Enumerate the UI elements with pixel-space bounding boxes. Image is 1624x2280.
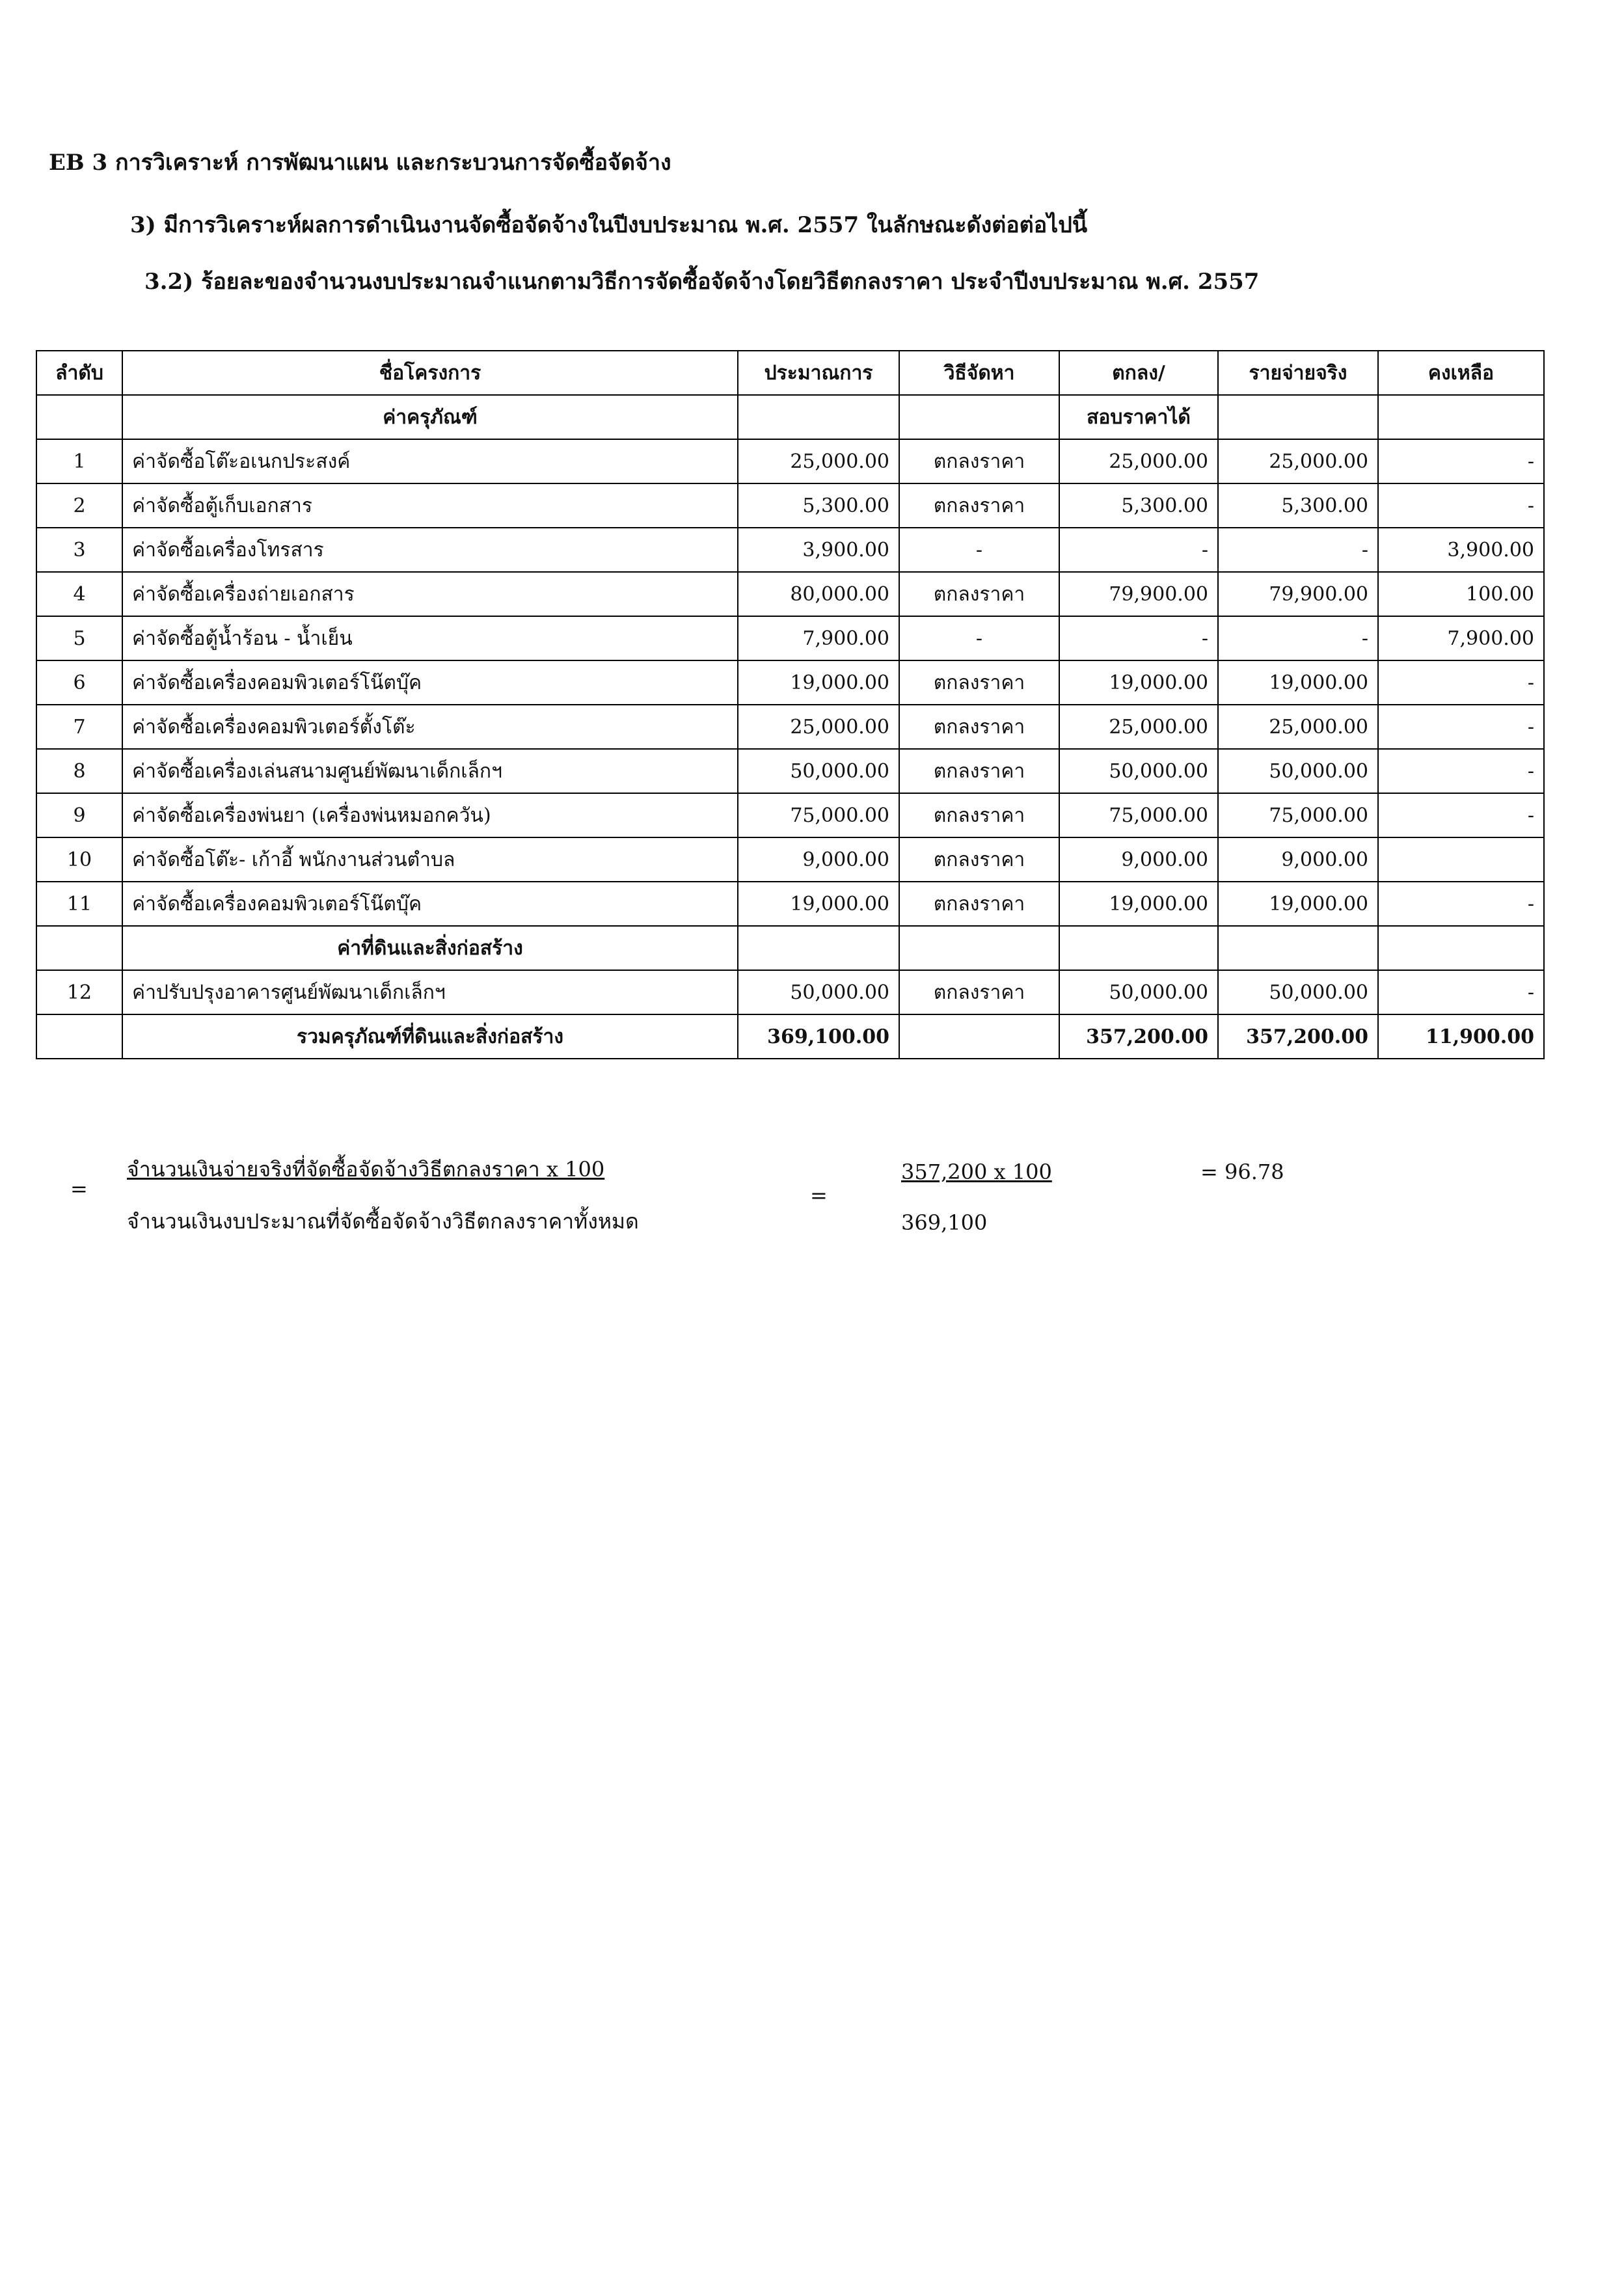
header-budget: ประมาณการ bbox=[738, 351, 899, 395]
row-project-name: ค่าจัดซื้อตู้น้ำร้อน - น้ำเย็น bbox=[122, 616, 738, 660]
total-remaining: 11,900.00 bbox=[1378, 1014, 1544, 1059]
row-budget: 19,000.00 bbox=[738, 660, 899, 705]
row-method: - bbox=[899, 528, 1059, 572]
row-agreed: - bbox=[1059, 528, 1218, 572]
row-remaining: - bbox=[1378, 882, 1544, 926]
row-remaining bbox=[1378, 837, 1544, 882]
row-number: 12 bbox=[36, 970, 122, 1014]
formula-numerator: จำนวนเงินจ่ายจริงที่จัดซื้อจัดจ้างวิธีตกลงราคา x 100 bbox=[127, 1157, 605, 1182]
formula-denominator-value: 369,100 bbox=[901, 1210, 988, 1235]
row-number: 2 bbox=[36, 483, 122, 528]
table-row bbox=[36, 483, 1544, 528]
row-method: ตกลงราคา bbox=[899, 705, 1059, 749]
row-budget: 50,000.00 bbox=[738, 970, 899, 1014]
row-actual: 25,000.00 bbox=[1218, 439, 1378, 483]
table-row bbox=[36, 793, 1544, 837]
row-actual: 79,900.00 bbox=[1218, 572, 1378, 616]
row-budget: 3,900.00 bbox=[738, 528, 899, 572]
row-method: ตกลงราคา bbox=[899, 749, 1059, 793]
header-name: ชื่อโครงการ bbox=[122, 351, 738, 395]
row-actual: 19,000.00 bbox=[1218, 882, 1378, 926]
table-row bbox=[36, 660, 1544, 705]
row-project-name: ค่าจัดซื้อโต๊ะ- เก้าอี้ พนักงานส่วนตำบล bbox=[122, 837, 738, 882]
row-project-name: ค่าจัดซื้อโต๊ะอเนกประสงค์ bbox=[122, 439, 738, 483]
row-number: 11 bbox=[36, 882, 122, 926]
row-remaining: - bbox=[1378, 793, 1544, 837]
formula-result: = 96.78 bbox=[1200, 1160, 1284, 1184]
row-method: ตกลงราคา bbox=[899, 970, 1059, 1014]
row-remaining: - bbox=[1378, 970, 1544, 1014]
table-row bbox=[36, 572, 1544, 616]
row-number: 5 bbox=[36, 616, 122, 660]
row-project-name: ค่าปรับปรุงอาคารศูนย์พัฒนาเด็กเล็กฯ bbox=[122, 970, 738, 1014]
row-method: ตกลงราคา bbox=[899, 660, 1059, 705]
row-number: 10 bbox=[36, 837, 122, 882]
row-remaining: - bbox=[1378, 749, 1544, 793]
formula-numerator-value: 357,200 x 100 bbox=[901, 1160, 1052, 1184]
row-actual: 9,000.00 bbox=[1218, 837, 1378, 882]
row-project-name: ค่าจัดซื้อเครื่องคอมพิวเตอร์โน๊ตบุ๊ค bbox=[122, 660, 738, 705]
section-label-equipment: ค่าครุภัณฑ์ bbox=[122, 395, 738, 439]
table-row bbox=[36, 705, 1544, 749]
row-budget: 19,000.00 bbox=[738, 882, 899, 926]
total-method bbox=[899, 1014, 1059, 1059]
total-budget: 369,100.00 bbox=[738, 1014, 899, 1059]
row-project-name: ค่าจัดซื้อเครื่องโทรสาร bbox=[122, 528, 738, 572]
row-project-name: ค่าจัดซื้อเครื่องเล่นสนามศูนย์พัฒนาเด็กเล็กฯ bbox=[122, 749, 738, 793]
formula-equals-1: = bbox=[70, 1176, 88, 1201]
row-actual: 5,300.00 bbox=[1218, 483, 1378, 528]
row-number: 7 bbox=[36, 705, 122, 749]
row-method: ตกลงราคา bbox=[899, 483, 1059, 528]
row-method: ตกลงราคา bbox=[899, 793, 1059, 837]
section-row-land bbox=[36, 926, 1544, 970]
row-method: - bbox=[899, 616, 1059, 660]
row-budget: 25,000.00 bbox=[738, 705, 899, 749]
table-row bbox=[36, 970, 1544, 1014]
row-number: 8 bbox=[36, 749, 122, 793]
row-budget: 9,000.00 bbox=[738, 837, 899, 882]
row-method: ตกลงราคา bbox=[899, 572, 1059, 616]
row-remaining: 7,900.00 bbox=[1378, 616, 1544, 660]
row-actual: 50,000.00 bbox=[1218, 749, 1378, 793]
row-remaining: - bbox=[1378, 660, 1544, 705]
row-method: ตกลงราคา bbox=[899, 439, 1059, 483]
row-method: ตกลงราคา bbox=[899, 882, 1059, 926]
row-agreed: 50,000.00 bbox=[1059, 970, 1218, 1014]
total-agreed: 357,200.00 bbox=[1059, 1014, 1218, 1059]
section-label-land: ค่าที่ดินและสิ่งก่อสร้าง bbox=[122, 926, 738, 970]
header-agreed: ตกลง/ bbox=[1059, 351, 1218, 395]
row-agreed: 19,000.00 bbox=[1059, 882, 1218, 926]
row-budget: 7,900.00 bbox=[738, 616, 899, 660]
header-row bbox=[36, 351, 1544, 395]
table-row bbox=[36, 837, 1544, 882]
total-label: รวมครุภัณฑ์ที่ดินและสิ่งก่อสร้าง bbox=[122, 1014, 738, 1059]
header-agreed-line2: สอบราคาได้ bbox=[1059, 395, 1218, 439]
total-actual: 357,200.00 bbox=[1218, 1014, 1378, 1059]
row-project-name: ค่าจัดซื้อเครื่องพ่นยา (เครื่องพ่นหมอกควัน) bbox=[122, 793, 738, 837]
row-actual: 50,000.00 bbox=[1218, 970, 1378, 1014]
heading-eb3: EB 3 การวิเคราะห์ การพัฒนาแผน และกระบวนการจัดซื้อจัดจ้าง bbox=[49, 150, 671, 176]
row-agreed: 19,000.00 bbox=[1059, 660, 1218, 705]
row-number: 6 bbox=[36, 660, 122, 705]
row-number: 4 bbox=[36, 572, 122, 616]
row-budget: 50,000.00 bbox=[738, 749, 899, 793]
table-row bbox=[36, 882, 1544, 926]
row-actual: - bbox=[1218, 528, 1378, 572]
row-budget: 5,300.00 bbox=[738, 483, 899, 528]
row-number: 1 bbox=[36, 439, 122, 483]
row-agreed: 25,000.00 bbox=[1059, 439, 1218, 483]
total-row bbox=[36, 1014, 1544, 1059]
row-project-name: ค่าจัดซื้อเครื่องคอมพิวเตอร์ตั้งโต๊ะ bbox=[122, 705, 738, 749]
row-actual: 75,000.00 bbox=[1218, 793, 1378, 837]
header-no: ลำดับ bbox=[36, 351, 122, 395]
row-budget: 80,000.00 bbox=[738, 572, 899, 616]
table-row bbox=[36, 439, 1544, 483]
row-remaining: - bbox=[1378, 705, 1544, 749]
table-row bbox=[36, 616, 1544, 660]
row-budget: 25,000.00 bbox=[738, 439, 899, 483]
table-row bbox=[36, 528, 1544, 572]
row-number: 3 bbox=[36, 528, 122, 572]
row-project-name: ค่าจัดซื้อตู้เก็บเอกสาร bbox=[122, 483, 738, 528]
section-row-equipment bbox=[36, 395, 1544, 439]
row-project-name: ค่าจัดซื้อเครื่องถ่ายเอกสาร bbox=[122, 572, 738, 616]
row-remaining: - bbox=[1378, 439, 1544, 483]
row-agreed: - bbox=[1059, 616, 1218, 660]
procurement-table bbox=[36, 350, 1545, 1059]
row-agreed: 5,300.00 bbox=[1059, 483, 1218, 528]
row-budget: 75,000.00 bbox=[738, 793, 899, 837]
header-actual: รายจ่ายจริง bbox=[1218, 351, 1378, 395]
row-agreed: 25,000.00 bbox=[1059, 705, 1218, 749]
table-row bbox=[36, 749, 1544, 793]
row-remaining: 100.00 bbox=[1378, 572, 1544, 616]
row-remaining: 3,900.00 bbox=[1378, 528, 1544, 572]
header-method: วิธีจัดหา bbox=[899, 351, 1059, 395]
heading-item-3-2: 3.2) ร้อยละของจำนวนงบประมาณจำแนกตามวิธีการจัดซื้อจัดจ้างโดยวิธีตกลงราคา ประจำปีงบประมาณ พ.ศ. 2557 bbox=[144, 269, 1260, 295]
heading-item-3: 3) มีการวิเคราะห์ผลการดำเนินงานจัดซื้อจัดจ้างในปีงบประมาณ พ.ศ. 2557 ในลักษณะดังต่อต่อไปนี้ bbox=[130, 212, 1088, 238]
row-agreed: 9,000.00 bbox=[1059, 837, 1218, 882]
row-actual: 25,000.00 bbox=[1218, 705, 1378, 749]
row-project-name: ค่าจัดซื้อเครื่องคอมพิวเตอร์โน๊ตบุ๊ค bbox=[122, 882, 738, 926]
row-agreed: 50,000.00 bbox=[1059, 749, 1218, 793]
formula-equals-2: = bbox=[810, 1183, 828, 1208]
row-actual: - bbox=[1218, 616, 1378, 660]
row-remaining: - bbox=[1378, 483, 1544, 528]
header-remaining: คงเหลือ bbox=[1378, 351, 1544, 395]
row-number: 9 bbox=[36, 793, 122, 837]
formula-denominator: จำนวนเงินงบประมาณที่จัดซื้อจัดจ้างวิธีตกลงราคาทั้งหมด bbox=[127, 1209, 639, 1234]
row-method: ตกลงราคา bbox=[899, 837, 1059, 882]
row-actual: 19,000.00 bbox=[1218, 660, 1378, 705]
row-agreed: 79,900.00 bbox=[1059, 572, 1218, 616]
row-agreed: 75,000.00 bbox=[1059, 793, 1218, 837]
